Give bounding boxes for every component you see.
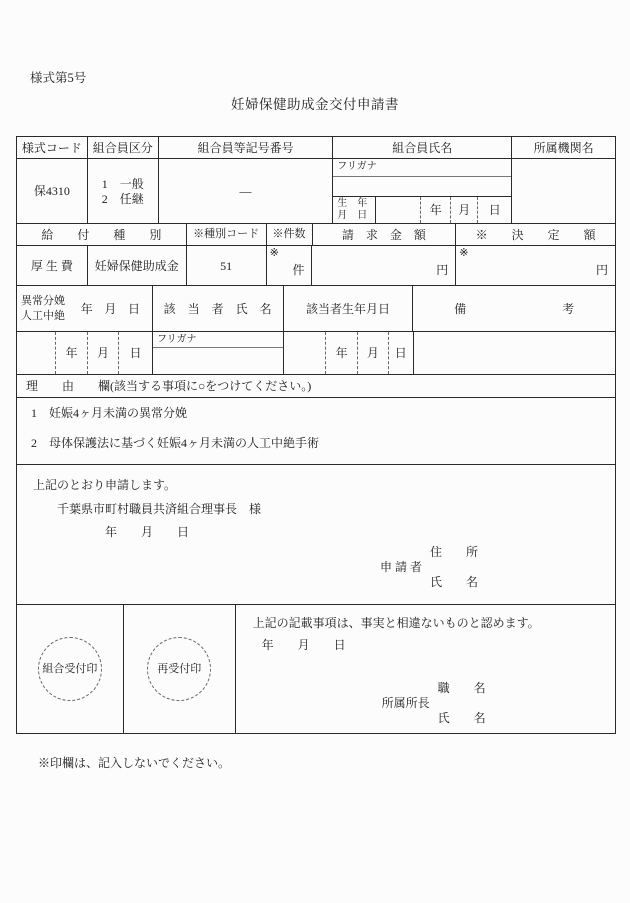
person-birthdate-field	[283, 332, 413, 374]
remarks-header: 備 考	[412, 286, 615, 331]
office-head-name-label: 氏 名	[437, 711, 486, 725]
person-name-cell	[152, 332, 283, 374]
day-unit: 日	[127, 301, 140, 316]
yen-unit: 円	[436, 263, 449, 277]
person-month-unit: 月	[357, 332, 388, 374]
reason-option-1: 1 妊娠4ヶ月未満の異常分娩	[31, 406, 188, 420]
year-unit: 年	[80, 301, 93, 316]
event-date-header: 異常分娩 人工中絶 年 月 日	[21, 294, 140, 322]
application-form-table	[16, 136, 616, 734]
addressee: 千葉県市町村職員共済組合理事長 様	[57, 502, 262, 516]
re-receipt-stamp-circle	[147, 637, 211, 701]
event-era-field	[17, 332, 55, 374]
office-use-asterisk: ※	[459, 247, 469, 259]
form-code-header: 様式コード	[21, 140, 82, 155]
re-receipt-stamp-label: 再受付印	[157, 662, 202, 675]
yen-unit: 円	[595, 263, 608, 277]
reason-options	[17, 398, 615, 464]
member-number-header: 組合員等記号番号	[158, 137, 333, 158]
re-receipt-stamp-cell	[123, 605, 235, 733]
member-header-row	[17, 137, 615, 159]
event-month-unit: 月	[87, 332, 118, 374]
count-field	[266, 246, 312, 285]
certification-cell	[235, 605, 615, 733]
application-section	[17, 464, 615, 604]
applicant-address-label: 住 所	[430, 545, 479, 559]
person-day-unit: 日	[388, 332, 413, 374]
person-era-field	[284, 332, 326, 374]
member-number-field: —	[158, 159, 333, 223]
page-title: 妊婦保健助成金交付申請書	[231, 97, 399, 112]
decided-amount-header: ※ 決 定 額	[455, 224, 615, 245]
office-head-signature-block	[382, 673, 486, 733]
person-name-header: 該 当 者 氏 名	[152, 286, 283, 331]
case-data-row	[17, 332, 615, 374]
applicant-signature-block	[380, 537, 478, 597]
count-unit: 件	[292, 263, 305, 277]
remarks-field	[413, 332, 615, 374]
applicant-label: 申 請 者	[380, 560, 423, 574]
birthdate-year-unit: 年	[420, 197, 450, 223]
approval-section	[17, 604, 615, 733]
application-date-line: 年 月 日	[105, 525, 190, 539]
case-header-row	[17, 286, 615, 332]
birthdate-day-unit: 日	[477, 197, 511, 223]
form-footnote: ※印欄は、記入しないでください。	[38, 756, 231, 770]
benefit-data-row	[17, 246, 615, 285]
union-receipt-stamp-cell	[17, 605, 123, 733]
person-birthdate-header: 該当者生年月日	[283, 286, 413, 331]
reason-section	[17, 374, 615, 464]
category-option-general: 1 一般	[101, 176, 144, 191]
benefit-name: 妊婦保健助成金	[87, 246, 186, 285]
count-header: ※件数	[266, 224, 312, 245]
event-date-field	[17, 332, 152, 374]
event-day-unit: 日	[118, 332, 152, 374]
benefit-header-row	[17, 224, 615, 246]
form-number: 様式第5号	[30, 71, 87, 85]
benefit-section	[17, 223, 615, 285]
office-use-asterisk: ※	[269, 247, 279, 259]
member-name-cell	[332, 159, 511, 223]
claim-amount-field	[311, 246, 455, 285]
certification-date-line: 年 月 日	[261, 638, 346, 652]
type-code-value: 51	[186, 246, 266, 285]
furigana-label: フリガナ	[333, 159, 511, 177]
form-code-value: 保4310	[33, 184, 70, 198]
event-year-unit: 年	[55, 332, 87, 374]
member-info-section	[17, 137, 615, 223]
certification-statement: 上記の記載事項は、事実と相違ないものと認めます。	[252, 616, 540, 630]
category-option-voluntary: 2 任継	[101, 191, 144, 206]
union-receipt-stamp-label: 組合受付印	[42, 662, 98, 675]
case-section	[17, 285, 615, 374]
birthdate-era-field	[376, 197, 420, 223]
member-name-field	[333, 177, 511, 197]
applicant-name-label: 氏 名	[430, 575, 479, 589]
month-unit: 月	[104, 301, 117, 316]
birthdate-month-unit: 月	[450, 197, 477, 223]
member-name-header: 組合員氏名	[332, 137, 511, 158]
reason-option-2: 2 母体保護法に基づく妊娠4ヶ月未満の人工中絶手術	[31, 436, 320, 450]
claim-amount-header: 請 求 金 額	[312, 224, 456, 245]
member-data-row	[17, 159, 615, 223]
reason-header: 理 由 欄(該当する事項に○をつけてください。)	[17, 375, 615, 398]
expense-category: 厚 生 費	[30, 258, 73, 273]
furigana-label: フリガナ	[153, 332, 283, 348]
type-code-header: ※種別コード	[186, 224, 266, 245]
organization-field	[511, 159, 615, 223]
office-head-title-label: 職 名	[437, 681, 486, 695]
benefit-type-header: 給 付 種 別	[41, 227, 162, 242]
organization-header: 所属機関名	[511, 137, 615, 158]
member-category-header: 組合員区分	[87, 137, 158, 158]
decided-amount-field	[455, 246, 615, 285]
application-statement: 上記のとおり申請します。	[33, 478, 177, 492]
person-year-unit: 年	[325, 332, 357, 374]
office-head-label: 所属所長	[381, 696, 430, 710]
member-birthdate-row	[333, 197, 511, 223]
member-category-cell	[87, 159, 158, 223]
union-receipt-stamp-circle	[38, 637, 102, 701]
birthdate-label: 生 年 月 日	[333, 197, 376, 223]
